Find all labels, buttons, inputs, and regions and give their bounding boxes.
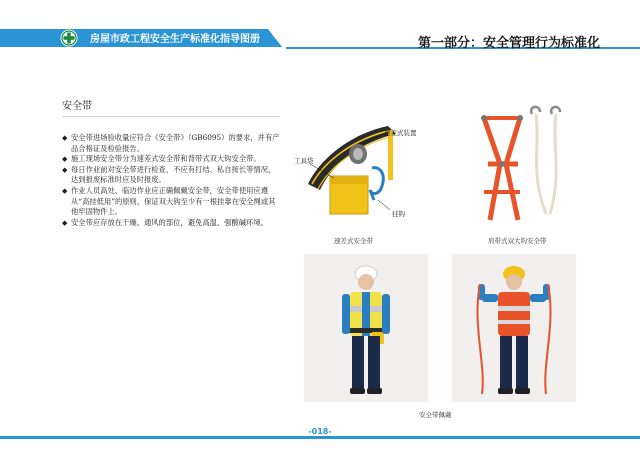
diamond-bullet-icon: ◆	[62, 155, 68, 164]
diamond-bullet-icon: ◆	[62, 165, 68, 174]
caption-belt: 速差式安全带	[334, 237, 373, 245]
diamond-bullet-icon: ◆	[62, 186, 68, 195]
worker-photo-right	[452, 254, 576, 402]
list-item: ◆ 作业人员高处、临边作业应正确佩戴安全带，安全带使用应遵从“高挂低用”的原则，保证双大钩至少有一根挂靠在安全绳或其他牢固物件上。	[62, 185, 276, 217]
list-item: ◆ 每日作业前对安全带进行检查，不应有打结、私自接长等情况，达到报废标准时应及时报废。	[62, 164, 276, 185]
list-item: ◆ 安全带进场验收量应符合《安全带》（GB6095）的要求，并有产品合格证及检验报告。	[62, 133, 280, 153]
label-tool-bag: 工具袋	[294, 157, 314, 165]
double-hook-harness-illustration	[470, 104, 580, 230]
header-title: 房屋市政工程安全生产标准化指导图册	[90, 34, 260, 45]
label-device: 速差式装置	[384, 129, 417, 137]
part-title: 第一部分：安全管理行为标准化	[418, 36, 601, 51]
speed-differential-belt-illustration	[300, 104, 410, 224]
worker-wearing-belt-illustration	[304, 254, 428, 402]
caption-wearing: 安全带佩戴	[419, 411, 452, 419]
section-title: 安全带	[62, 101, 92, 112]
footer-rule	[0, 436, 640, 439]
page-number: -018-	[300, 427, 340, 436]
rules-list	[62, 133, 282, 228]
list-item: ◆ 安全带应存放在干燥、通风的部位，避免高温、强酸碱环境。	[62, 217, 269, 227]
safety-cross-logo-icon	[60, 29, 78, 47]
worker-photo-left	[304, 254, 428, 402]
list-item: ◆ 施工现场安全带分为速差式安全带和背带式双大钩安全带。	[62, 154, 261, 164]
label-hook: 挂钩	[392, 210, 405, 218]
diamond-bullet-icon: ◆	[62, 218, 68, 227]
caption-harness: 肩带式双大钩安全带	[488, 237, 547, 245]
worker-wearing-harness-illustration	[452, 254, 576, 402]
section-divider	[62, 116, 280, 117]
diamond-bullet-icon: ◆	[62, 134, 68, 142]
